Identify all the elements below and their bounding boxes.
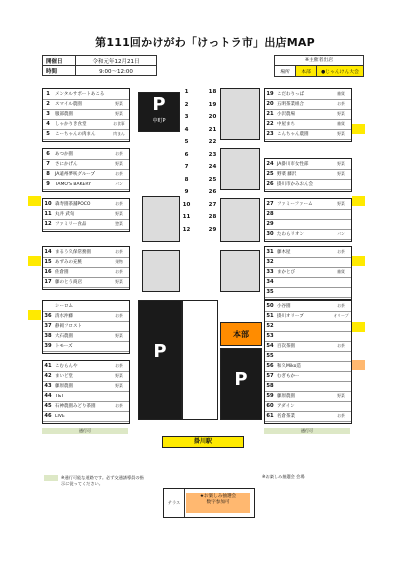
stall-type: 惣菜 [115,221,123,226]
stall-name: 小沢農場 [277,112,295,117]
stall-type: オリーブ [333,313,349,318]
tag-5 [352,196,365,206]
stall-number: 34 [266,279,274,285]
stall-number: 45 [44,403,52,409]
stall-number: 42 [44,373,52,379]
stall-number: 17 [44,279,52,285]
stall-type: お茶 [115,151,123,156]
stall-number: 59 [266,393,274,399]
stall-name: まるう久保常務園 [55,250,91,255]
stall-name: 静岡フロスト [55,324,82,329]
stall-name: まかとび [277,270,295,275]
honbu-label: 本部 [233,329,249,339]
stall-name: 清水沖藤 [55,314,73,319]
stall-name: 百次茶園 [277,344,295,349]
center-stall-number: 29 [208,226,217,233]
tag-6 [352,256,365,266]
stall-name: スマイル農園 [55,102,82,107]
stall-name: こむらんや [55,364,78,369]
tag-7 [352,322,365,332]
stall-type: お茶 [115,313,123,318]
center-stall-block-6 [220,250,260,292]
stall-number: 43 [44,383,52,389]
center-stall-number: 9 [184,189,189,195]
note-traffic [44,475,144,487]
center-stall-block-3 [142,196,180,242]
stall-number: 4 [46,121,50,127]
stall-type: 雑貨 [337,121,345,126]
stall-name: 大石農園 [55,334,73,339]
event-box-sub: 数字参加可 [206,500,230,505]
stall-name: ファミーファーム [277,202,313,207]
stall-number: 15 [44,259,52,265]
stall-type: 雑貨 [337,269,345,274]
legend-c1: 場所 [275,66,296,76]
tag-3 [28,310,41,320]
stall-type: 野菜 [115,373,123,378]
kakegawa-station [162,436,244,448]
time-label: 時間 [43,66,76,76]
stall-name: 名倉茶業 [277,414,295,419]
center-stall-number: 23 [208,151,217,158]
stall-name: こだわりっぱ [277,92,304,97]
center-stall-number: 8 [184,176,189,183]
center-stall-number: 1 [184,89,189,95]
parking-icon: P [152,94,166,115]
stall-number: 36 [44,313,52,319]
stall-number: 28 [266,211,274,217]
stall-type: 果物 [115,259,123,264]
stall-type: 野菜 [337,161,345,166]
stall-name: 野菜 藤沢 [277,172,297,177]
stall-type: パン [337,231,345,236]
stall-name: こーちゃんの肉まん [55,132,96,137]
stall-type: お茶 [115,269,123,274]
stall-name: 五明茶業組合 [277,102,304,107]
stall-number: 23 [266,131,274,137]
stall-type: 野菜 [115,111,123,116]
right-block-4 [264,246,352,300]
center-stall-block-1 [220,88,260,140]
event-area [163,488,255,518]
stall-type: お茶 [115,249,123,254]
stall-name: 藤のとう商店 [55,280,82,285]
legend-c3: ●じゃんけん大会 [317,66,363,76]
stall-type: お茶 [337,303,345,308]
event-box-title: ★お楽しみ抽選会 [199,494,237,499]
stall-type: お茶 [115,201,123,206]
stall-type: お茶 [115,171,123,176]
center-stall-number: 19 [208,101,217,108]
stall-name: 藤木屋 [277,250,291,255]
note-lottery [262,474,366,480]
stall-row [43,219,129,230]
stall-name: 石神農園みどり茶園 [55,404,96,409]
stall-number: 3 [46,111,50,117]
stall-number: 1 [46,91,50,97]
stall-number: 29 [266,221,274,227]
center-stall-number: 7 [184,164,189,170]
stall-number: 33 [266,269,274,275]
stall-type: 野菜 [115,161,123,166]
legend-box [274,55,364,77]
stall-number: 55 [266,353,274,359]
stall-name: LIVE [55,413,65,419]
stall-number: 5 [46,131,50,137]
stall-number: 11 [44,211,52,217]
stall-type: パン [115,181,123,186]
center-stall-number: 2 [184,101,189,108]
stall-number: 53 [266,333,274,339]
parking-lot-south-right [220,348,262,420]
stall-number: 16 [44,269,52,275]
stall-number: 58 [266,383,274,389]
parking-icon-3: P [234,369,248,390]
stall-type: 肉まん [113,131,125,136]
left-block-4 [42,246,130,290]
center-stall-number: 5 [184,139,189,145]
stall-row [43,179,129,190]
stall-type: お茶 [337,413,345,418]
stall-name: T&T [55,393,65,399]
stall-type: 野菜 [115,383,123,388]
center-stall-number: 12 [182,226,191,233]
stall-name: 藤原農園 [277,394,295,399]
stall-name: 和久Miko造 [277,364,301,369]
stall-type: 野菜 [337,111,345,116]
center-stall-block-5 [142,250,180,292]
note2-text: ※お楽しみ抽選会 会場 [262,474,305,479]
stall-number: 38 [44,333,52,339]
tag-4 [352,124,365,134]
center-stall-number: 18 [208,89,217,95]
stall-type: 野菜 [337,201,345,206]
center-column-a [182,88,192,238]
center-stall-number: 21 [208,126,217,133]
stall-number: 20 [266,101,274,107]
stall-name: JA掛川市女性部 [277,162,309,167]
stall-number: 51 [266,313,274,319]
stall-type: 雑貨 [337,91,345,96]
stall-number: 50 [266,303,274,309]
stall-number: 30 [266,231,274,237]
stall-name: 小谷園 [277,304,291,309]
stall-number: 26 [266,181,274,187]
stall-number: 6 [46,151,50,157]
stall-number: 2 [46,101,50,107]
center-stall-number: 11 [182,214,191,220]
stall-type: 野菜 [115,333,123,338]
stall-name: JA遠州夢咲グループ [55,172,95,177]
stall-name: 丸井 武旬 [55,212,75,217]
stall-type: 野菜 [337,393,345,398]
traffic-legend-swatch [44,475,58,481]
tag-1 [28,196,41,206]
left-block-5 [42,300,130,354]
kakegawa-station-label: 掛川駅 [193,438,212,445]
stall-number: 44 [44,393,52,399]
stall-name: あずみの充桃 [55,260,82,265]
stall-type: お茶 [337,343,345,348]
stall-row [43,277,129,288]
stall-row [265,179,351,190]
stall-name: 森寿園茶舗POCO [55,202,91,207]
stall-number: 14 [44,249,52,255]
stall-name: 掛川オリーブ [277,314,304,319]
stall-type: 野菜 [115,101,123,106]
stall-type: お茶 [337,101,345,106]
center-stall-number: 27 [208,201,217,208]
right-block-1 [264,88,352,142]
center-stall-number: 20 [208,114,217,120]
stall-row [43,411,129,422]
stall-number: 22 [266,121,274,127]
stall-number: 37 [44,323,52,329]
stall-name: 藤原農園 [55,384,73,389]
center-stall-block-2 [220,148,260,190]
stall-name: メンタルサポートあこる [55,92,105,97]
stall-number: 41 [44,363,52,369]
right-block-2 [264,158,352,192]
stall-row [265,411,351,422]
stall-number: 9 [46,181,50,187]
stall-name: シーロム [55,304,73,309]
stall-number: 21 [266,111,274,117]
center-stall-block-4 [220,198,260,242]
stall-number: 24 [266,161,274,167]
stall-number: 10 [44,201,52,207]
center-stall-number: 26 [208,189,217,195]
road-left: 通行可 [42,428,128,434]
note1-text: ※通行可能な道路です。必ず交通誘導員の指示に従ってください。 [61,475,144,486]
stall-name: しゃかりき食堂 [55,122,87,127]
stall-number: 32 [266,259,274,265]
left-block-2 [42,148,130,192]
stall-type: お食事 [113,121,125,126]
page-title: 第111回かけがわ「けっトラ市」出店MAP [95,36,315,49]
stall-type: お茶 [115,403,123,408]
stall-number: 31 [266,249,274,255]
stall-number: 35 [266,289,274,295]
stall-name: トモーズ [55,344,73,349]
stall-name: まいど堂 [55,374,73,379]
stall-number: 39 [44,343,52,349]
right-block-3 [264,198,352,242]
info-table [42,55,157,76]
tent-label: テラス [164,489,185,517]
stall-number: 8 [46,171,50,177]
honbu-box [220,322,262,346]
stall-number: 12 [44,221,52,227]
stall-number: 46 [44,413,52,419]
stall-type: 野菜 [337,171,345,176]
stall-number: 27 [266,201,274,207]
parking-name: 中町P [152,118,166,124]
stall-name: ファミリー食品 [55,222,87,227]
center-stall-number: 28 [208,214,217,220]
center-south-column [182,300,218,420]
stall-name: 掛川市かみおん会 [277,182,313,187]
legend-head: ※主催者出店 [275,56,363,66]
left-block-6 [42,360,130,424]
stall-name: アダイン [277,404,295,409]
stall-type: 野菜 [115,211,123,216]
map-sheet [42,78,370,470]
event-box [186,493,250,513]
stall-row [265,287,351,298]
stall-number: 25 [266,171,274,177]
center-column-b [208,88,218,238]
stall-number: 61 [266,413,274,419]
center-stall-number: 22 [208,139,217,145]
center-stall-number: 25 [208,176,217,183]
stall-number: 19 [266,91,274,97]
left-block-1 [42,88,130,142]
stall-name: さにかげん [55,162,78,167]
center-stall-number: 10 [182,201,191,208]
stall-number: 57 [266,373,274,379]
parking-lot-south-left [138,300,182,420]
stall-row [265,229,351,240]
time-value: 9:00～12:00 [76,66,157,76]
parking-icon-2: P [153,341,167,362]
stall-number: 56 [266,363,274,369]
stall-name: 中屋まち [277,122,295,127]
stall-name: 佐倉園 [55,270,69,275]
tag-2 [28,256,41,266]
stall-row [43,129,129,140]
stall-number: 52 [266,323,274,329]
stall-name: たわらリオン [277,232,304,237]
stall-type: お茶 [337,249,345,254]
center-stall-number: 3 [184,114,189,120]
stall-type: お茶 [115,363,123,368]
center-stall-number: 4 [184,126,189,133]
stall-name: 服部農園 [55,112,73,117]
right-block-5 [264,300,352,424]
parking-lot-nakamachi [138,92,180,132]
tag-8 [352,360,365,370]
stall-row [265,129,351,140]
date-value: 令和元年12月21日 [76,56,157,66]
left-block-3 [42,198,130,232]
date-label: 開催日 [43,56,76,66]
legend-c2: 本部 [296,66,317,76]
stall-row [43,341,129,352]
stall-number: 7 [46,161,50,167]
stall-number: 54 [266,343,274,349]
road-right: 通行可 [264,428,350,434]
stall-name: むぎもかー [277,374,300,379]
stall-number: 60 [266,403,274,409]
center-stall-number: 24 [208,164,217,170]
center-stall-number: 6 [184,151,189,158]
stall-name: TAMO'S BAKERY [55,181,91,187]
stall-type: 野菜 [115,279,123,284]
stall-name: あつか園 [55,152,73,157]
stall-name: こんちゃん農園 [277,132,309,137]
stall-type: 野菜 [337,131,345,136]
